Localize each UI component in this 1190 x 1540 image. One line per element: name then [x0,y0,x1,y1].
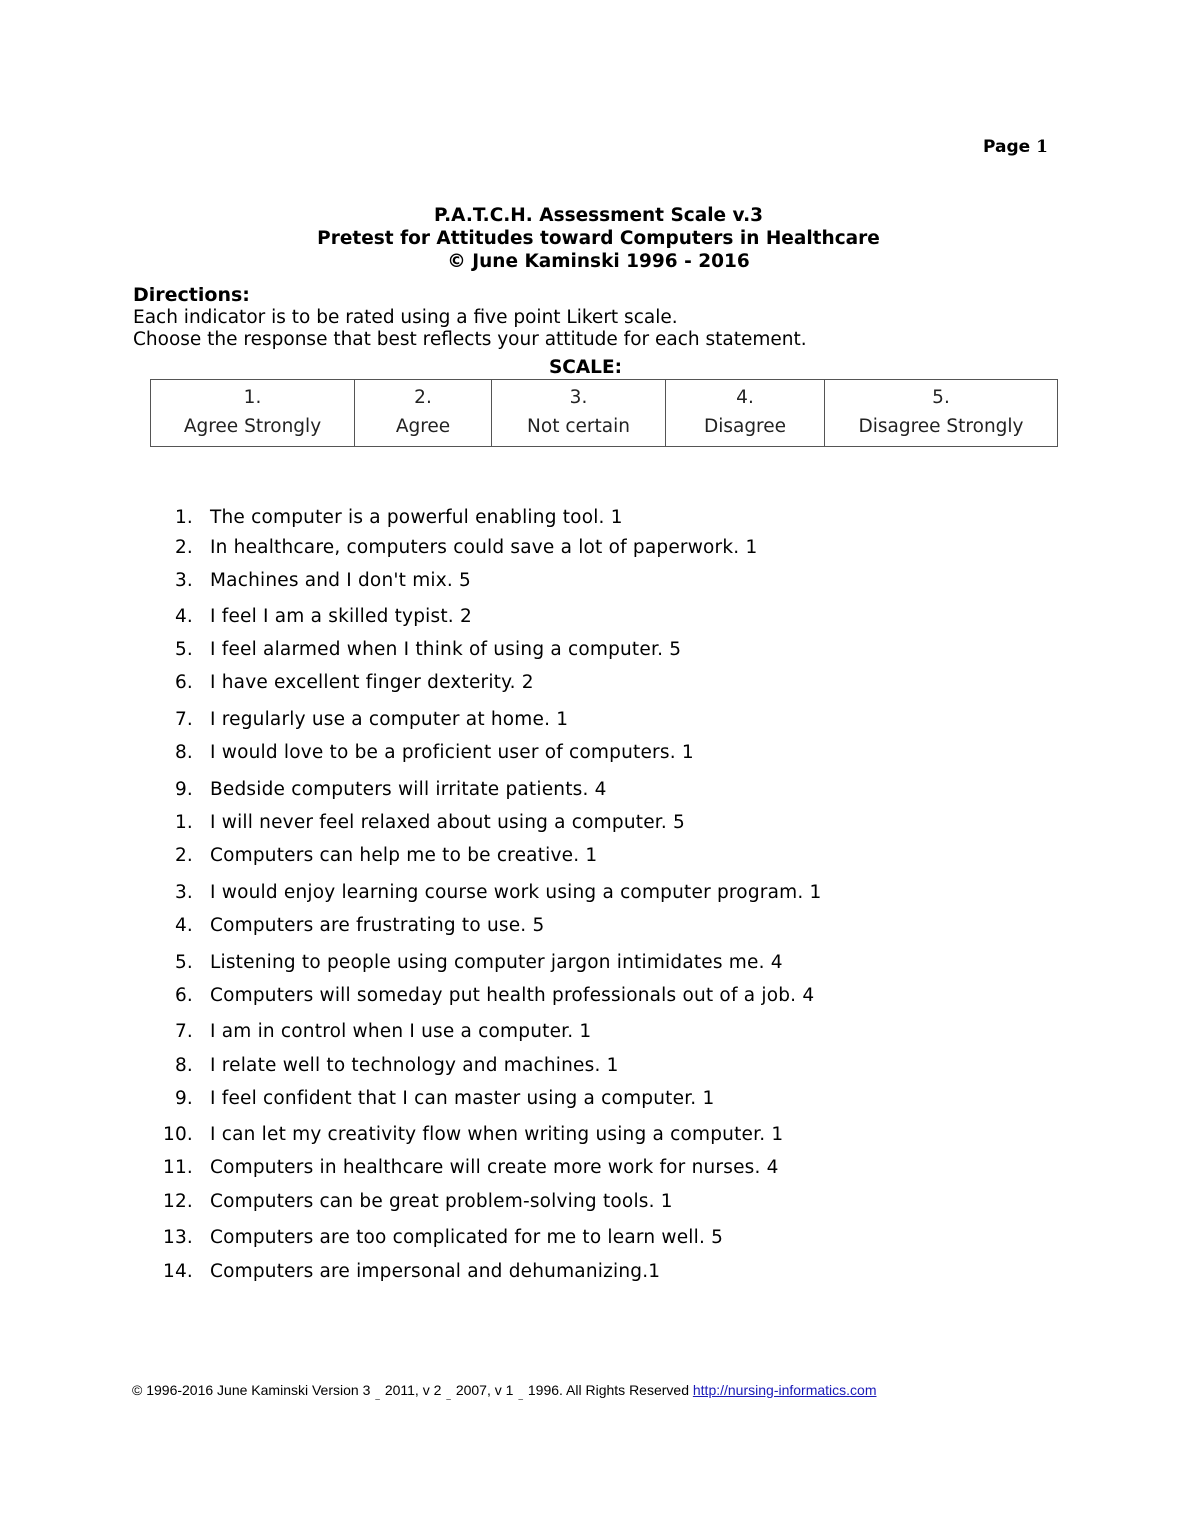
item-text: I regularly use a computer at home. 1 [210,709,569,730]
item-number: 12. [162,1191,193,1212]
item-number: 1. [174,507,193,528]
copyright-footer [132,1382,877,1400]
item-number: 2. [174,537,193,558]
footer-separator: _ [518,1391,523,1400]
footer-copyright: © 1996-2016 June Kaminski Version 3 [132,1382,371,1398]
item-number: 4. [174,915,193,936]
page-label: Page [983,137,1031,157]
item-text: Computers will someday put health professionals out of a job. 4 [210,985,815,1006]
item-text: Bedside computers will irritate patients. 4 [210,779,607,800]
item-number: 6. [174,985,193,1006]
item-text: I feel alarmed when I think of using a computer. 5 [210,639,682,660]
item-text: The computer is a powerful enabling tool. 1 [210,507,623,528]
directions-line-2: Choose the response that best reflects your attitude for each statement. [133,329,807,350]
website-link[interactable]: http://nursing-informatics.com [692,1382,877,1398]
item-text: In healthcare, computers could save a lot of paperwork. 1 [210,537,758,558]
scale-option-number: 5. [932,387,950,408]
scale-option-number: 4. [736,387,754,408]
item-number: 6. [174,672,193,693]
item-number: 1. [174,812,193,833]
scale-option-number: 3. [569,387,588,408]
title-line-1: P.A.T.C.H. Assessment Scale v.3 [433,205,764,226]
item-text: I feel I am a skilled typist. 2 [210,606,472,627]
item-number: 8. [174,1055,193,1076]
scale-option-label: Agree Strongly [183,416,322,437]
item-number: 8. [174,742,193,763]
scale-heading: SCALE: [548,357,623,378]
scale-option-label: Disagree [703,416,787,437]
directions-heading: Directions: [133,284,250,306]
item-number: 9. [174,779,193,800]
scale-option-label: Agree [395,416,451,437]
item-number: 3. [174,882,193,903]
item-text: Computers are impersonal and dehumanizing.1 [210,1261,661,1282]
item-text: Computers are too complicated for me to learn well. 5 [210,1227,724,1248]
item-text: I would enjoy learning course work using a computer program. 1 [210,882,822,903]
footer-separator: _ [446,1391,451,1400]
item-text: Computers can help me to be creative. 1 [210,845,598,866]
footer-rights: 1996. All Rights Reserved [527,1382,689,1398]
item-text: I will never feel relaxed about using a computer. 5 [210,812,686,833]
item-number: 11. [162,1157,193,1178]
item-number: 9. [174,1088,193,1109]
item-number: 5. [174,639,193,660]
item-text: I feel confident that I can master using a computer. 1 [210,1088,715,1109]
item-number: 7. [174,1021,193,1042]
footer-version-1: 2007, v 1 [455,1382,514,1398]
footer-version-2: 2011, v 2 [384,1382,442,1398]
title-line-2: Pretest for Attitudes toward Computers in Healthcare [317,228,880,249]
item-number: 3. [174,570,193,591]
directions-line-1: Each indicator is to be rated using a five point Likert scale. [133,306,678,328]
item-number: 5. [174,952,193,973]
item-text: Computers can be great problem-solving tools. 1 [210,1191,673,1212]
scale-option-number: 2. [414,387,432,408]
item-number: 10. [162,1124,193,1145]
footer-separator: _ [375,1391,380,1400]
scale-option-label: Not certain [527,416,630,437]
item-text: Computers in healthcare will create more work for nurses. 4 [210,1157,779,1178]
item-number: 14. [162,1261,193,1282]
scale-option-number: 1. [243,387,262,408]
item-text: I relate well to technology and machines. 1 [210,1055,619,1076]
scale-option-label: Disagree Strongly [858,416,1024,437]
item-number: 2. [174,845,193,866]
item-text: Computers are frustrating to use. 5 [210,915,545,936]
item-text: I am in control when I use a computer. 1 [210,1021,592,1042]
page-number-value: 1 [1036,137,1048,157]
item-text: I would love to be a proficient user of computers. 1 [210,742,694,763]
item-text: Machines and I don't mix. 5 [210,570,472,591]
item-text: I can let my creativity flow when writing using a computer. 1 [210,1124,784,1145]
item-number: 7. [174,709,193,730]
item-text: I have excellent finger dexterity. 2 [210,672,534,693]
item-text: Listening to people using computer jargon intimidates me. 4 [210,952,783,973]
item-number: 13. [162,1227,193,1248]
item-number: 4. [174,606,193,627]
title-line-3: © June Kaminski 1996 - 2016 [447,251,750,272]
